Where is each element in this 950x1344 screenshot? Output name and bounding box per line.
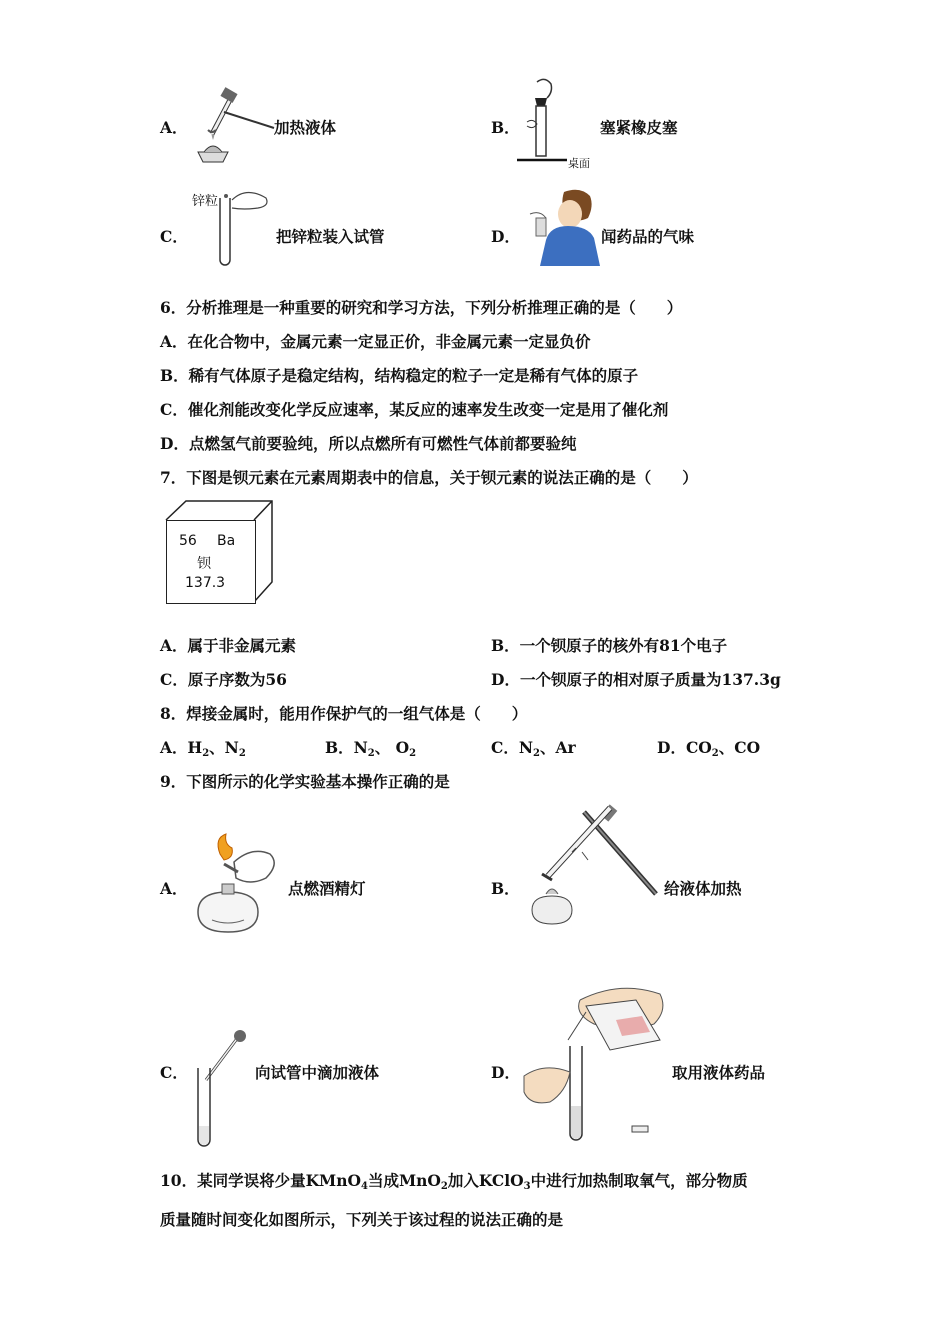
q8-option-c: C．$N_2$、Ar (491, 738, 576, 759)
q5-c-zinc-label: 锌粒 (192, 194, 219, 209)
q8-option-a: A．$H_2$、$N_2$ (160, 738, 246, 759)
q10-stem-line2: 质量随时间变化如图所示，下列关于该过程的说法正确的是 (160, 1210, 564, 1229)
q7-option-d: D．一个钡原子的相对原子质量为137.3g (491, 670, 781, 689)
q7-element-cell (166, 520, 256, 604)
q9-option-a-text: 点燃酒精灯 (288, 879, 366, 898)
q9-option-d-text: 取用液体药品 (672, 1063, 766, 1082)
q9-option-d-letter: D． (491, 1063, 520, 1082)
q7-option-c: C．原子序数为56 (160, 670, 287, 689)
q10-stem-line1: 10．某同学误将少量KMnO$_4$当成MnO$_2$加入KClO$_3$中进行加热制取氧气，部分物质 (160, 1171, 748, 1192)
q8-option-b: B．$N_2$、 $O_2$ (325, 738, 417, 759)
q8-option-d: D．$CO_2$、CO (657, 738, 761, 759)
q9-c-dropper-illustration (190, 1026, 250, 1150)
q9-b-heating-liquid-illustration (524, 802, 664, 938)
q5-option-b-letter: B． (491, 118, 520, 137)
q9-option-b-text: 给液体加热 (664, 879, 742, 898)
q9-option-a-letter: A． (160, 879, 188, 898)
q9-a-lighting-lamp-illustration (190, 834, 290, 942)
q9-d-pouring-liquid-illustration (520, 980, 670, 1146)
element-atomic-number: 56 (179, 533, 197, 549)
q5-b-desk-label: 桌面 (568, 157, 590, 170)
q7-stem: 7．下图是钡元素在元素周期表中的信息，关于钡元素的说法正确的是（ ） (160, 468, 698, 487)
q9-option-c-letter: C． (160, 1063, 188, 1082)
q9-option-c-text: 向试管中滴加液体 (255, 1063, 380, 1082)
q7-option-a: A．属于非金属元素 (160, 636, 297, 655)
q6-option-c: C．催化剂能改变化学反应速率，某反应的速率发生改变一定是用了催化剂 (160, 400, 669, 419)
element-name: 钡 (197, 556, 211, 572)
q9-option-b-letter: B． (491, 879, 520, 898)
element-symbol: Ba (217, 533, 236, 549)
q9-stem: 9．下图所示的化学实验基本操作正确的是 (160, 772, 450, 791)
q6-option-b: B．稀有气体原子是稳定结构，结构稳定的粒子一定是稀有气体的原子 (160, 366, 639, 385)
q8-stem: 8．焊接金属时，能用作保护气的一组气体是（ ） (160, 704, 528, 723)
q5-b-stopper-illustration (515, 74, 605, 170)
q5-a-heating-liquid-illustration (186, 82, 281, 168)
q5-d-smelling-illustration (520, 184, 604, 268)
q5-option-c-letter: C． (160, 227, 188, 246)
q5-option-d-text: 闻药品的气味 (601, 227, 695, 246)
element-atomic-mass: 137.3 (185, 575, 226, 591)
q7-option-b: B．一个钡原子的核外有81个电子 (491, 636, 728, 655)
q5-c-zinc-tube-illustration (214, 186, 274, 268)
q6-stem: 6．分析推理是一种重要的研究和学习方法，下列分析推理正确的是（ ） (160, 298, 683, 317)
q5-option-b-text: 塞紧橡皮塞 (600, 118, 678, 137)
q6-option-d: D．点燃氢气前要验纯，所以点燃所有可燃性气体前都要验纯 (160, 434, 577, 453)
q5-option-a-letter: A． (160, 118, 188, 137)
q5-option-a-text: 加热液体 (274, 118, 337, 137)
q6-option-a: A．在化合物中，金属元素一定显正价，非金属元素一定显负价 (160, 332, 591, 351)
q5-option-c-text: 把锌粒装入试管 (276, 227, 385, 246)
q5-option-d-letter: D． (491, 227, 520, 246)
